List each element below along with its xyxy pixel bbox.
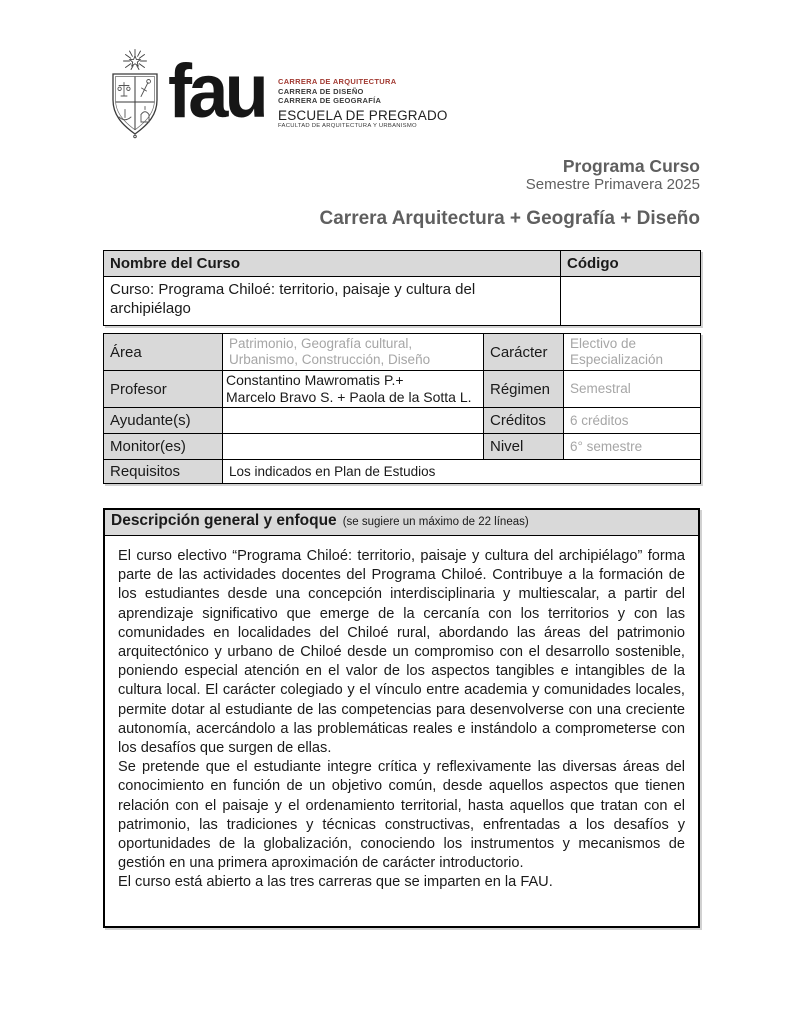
header-titles	[320, 156, 700, 230]
creditos-value-cell: 6 créditos	[564, 408, 701, 434]
description-body	[105, 536, 698, 893]
regimen-value-cell: Semestral	[564, 371, 701, 408]
course-name-header-cell: Nombre del Curso	[104, 251, 561, 277]
fau-logotype: fau	[168, 49, 265, 134]
caracter-value-cell: Electivo de Especialización	[564, 334, 701, 371]
creditos-label-cell: Créditos	[484, 408, 564, 434]
description-title: Descripción general y enfoque	[111, 512, 337, 529]
profesor-value-cell	[223, 371, 484, 408]
description-box	[103, 508, 700, 928]
description-paragraph-3: El curso está abierto a las tres carreras que se imparten en la FAU.	[118, 874, 553, 891]
university-shield-icon	[106, 48, 164, 140]
career-line-arquitectura: CARRERA DE ARQUITECTURA	[278, 77, 397, 86]
faculty-line: FACULTAD DE ARQUITECTURA Y URBANISMO	[278, 122, 417, 129]
course-info-table	[103, 333, 701, 484]
course-name-cell: Curso: Programa Chiloé: territorio, paisaje y cultura del archipiélago	[104, 277, 561, 326]
ayudante-label-cell: Ayudante(s)	[104, 408, 223, 434]
requisitos-label-cell: Requisitos	[104, 460, 223, 484]
caracter-label-cell: Carácter	[484, 334, 564, 371]
career-line-diseno: CARRERA DE DISEÑO	[278, 86, 364, 96]
area-value-cell: Patrimonio, Geografía cultural, Urbanismo, Construcción, Diseño	[223, 334, 484, 371]
doc-title: Programa Curso	[562, 156, 700, 176]
profesor-line-2: Marcelo Bravo S. + Paola de la Sotta L.	[226, 389, 472, 405]
monitor-value-cell	[223, 434, 484, 460]
description-note: (se sugiere un máximo de 22 líneas)	[342, 516, 529, 528]
star-glyph	[130, 56, 140, 66]
area-label-cell: Área	[104, 334, 223, 371]
description-paragraph-1: El curso electivo “Programa Chiloé: territorio, paisaje y cultura del archipiélago” forma parte de las actividades docentes del Programa Chiloé. Contribuye a la formación de los estudiantes desde una concepción interdisciplinaria y multiescalar, a partir del aprendizaje significativo que emerge de la cercanía con los territorios y con las comunidades en localidades del Chiloé rural, abordando las áreas del patrimonio arquitectónico y urbano de Chiloé desde un compromiso con el desarrollo sostenible, poniendo especial atención en el valor de los aspectos tangibles e intangibles de la cultura local. El carácter colegiado y el vínculo entre academia y comunidades locales, permite dotar al estudiante de las competencias para desenvolverse con una creciente autonomía, acercándolo a las problemáticas reales e instándolo a comprometerse con los desafíos que surgen de ellas.	[118, 548, 685, 757]
code-header-cell: Código	[561, 251, 701, 277]
nivel-label-cell: Nivel	[484, 434, 564, 460]
logo-text-stack	[278, 77, 448, 130]
school-line: ESCUELA DE PREGRADO	[278, 107, 448, 123]
ayudante-value-cell	[223, 408, 484, 434]
nivel-value-cell: 6° semestre	[564, 434, 701, 460]
requisitos-value-cell: Los indicados en Plan de Estudios	[223, 460, 701, 484]
description-paragraph-2: Se pretende que el estudiante integre crítica y reflexivamente las diversas áreas del conocimiento en función de un objetivo común, desde aquellos aspectos que tienen relación con el paisaje y el ordenamiento territorial, hasta aquellos que tratan con el patrimonio, las tradiciones y técnicas constructivas, enfrentadas a los desafíos y oportunidades de la globalización, conociendo los instrumentos y mecanismos de gestión en una primera aproximación de carácter introductorio.	[118, 759, 685, 872]
code-value-cell	[561, 277, 701, 326]
profesor-label-cell: Profesor	[104, 371, 223, 408]
careers-title: Carrera Arquitectura + Geografía + Diseño	[319, 208, 700, 229]
career-line-geografia: CARRERA DE GEOGRAFÍA	[278, 96, 382, 105]
monitor-label-cell: Monitor(es)	[104, 434, 223, 460]
course-name-table	[103, 250, 701, 326]
description-header	[105, 510, 698, 536]
semester-subtitle: Semestre Primavera 2025	[525, 176, 700, 193]
regimen-label-cell: Régimen	[484, 371, 564, 408]
fau-logo-block	[106, 46, 448, 140]
profesor-line-1: Constantino Mawromatis P.+	[226, 372, 404, 388]
